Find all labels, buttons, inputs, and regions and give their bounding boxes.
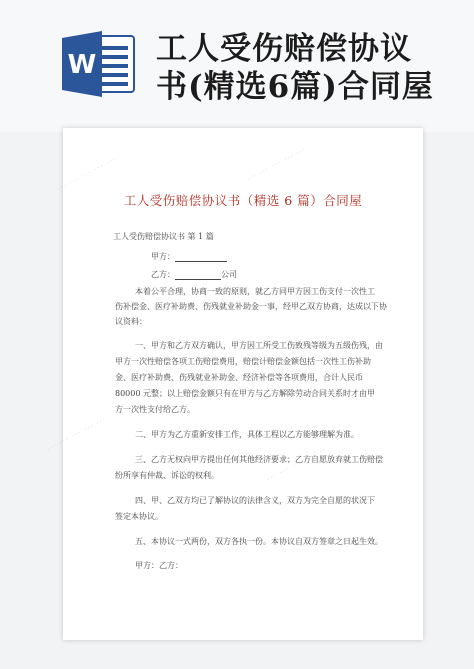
signature-line: 甲方：乙方： <box>135 561 183 570</box>
paragraph-line: 三、乙方无权向甲方提出任何其他经济要求；乙方自愿放弃就工伤赔偿 <box>135 455 383 464</box>
party-b-label: 乙方： <box>151 270 175 279</box>
paragraph-line: 方一次性支付给乙方。 <box>115 405 195 414</box>
title-line-1: 工人受伤赔偿协议 <box>156 31 412 67</box>
paragraph-line: 四、甲、乙双方均已了解协议的法律含义，双方为完全自愿的状况下 <box>135 496 375 505</box>
paragraph-line: 二、甲方为乙方重新安排工作，具体工程以乙方能够理解为准。 <box>135 430 359 439</box>
paragraph-line: 金、医疗补助费、伤残就业补助金、经济补偿等各项费用，合计人民币 <box>115 373 363 382</box>
word-icon <box>62 28 136 100</box>
party-b-suffix: 公司 <box>221 270 237 279</box>
watermark: ··· ··· ··· ··· ··· <box>53 153 119 196</box>
watermark: ··· ··· ··· ··· ··· <box>263 443 329 486</box>
title-line-2: 书(精选6篇)合同屋 <box>156 69 434 105</box>
paragraph-line: 五、本协议一式两份，双方各执一份。本协议自双方签章之日起生效。 <box>135 537 383 546</box>
section-heading: 工人受伤赔偿协议书 第 1 篇 <box>113 232 214 241</box>
party-a-label: 甲方： <box>151 252 175 261</box>
paragraph-line: 签定本协议。 <box>115 512 163 521</box>
party-a-blank <box>175 252 227 262</box>
paragraph-line: 甲方一次性赔偿各项工伤赔偿费用，赔偿计赔偿金额包括一次性工伤补助 <box>115 357 371 366</box>
paragraph-line: 伤补偿金、医疗补助费、伤残就业补助金一事，经甲乙双方协商，达成以下协 <box>115 302 387 311</box>
watermark: ··· ··· ··· ··· ··· <box>243 143 309 186</box>
party-b-blank <box>175 270 221 280</box>
svg-text:W: W <box>67 50 97 80</box>
party-b-line <box>151 269 237 280</box>
page-title <box>156 30 468 106</box>
paragraph-line: 议资料： <box>115 317 147 326</box>
party-a-line <box>151 251 227 262</box>
document-title: 工人受伤赔偿协议书（精选 6 篇）合同屋 <box>123 193 363 208</box>
paragraph-line: 纷所享有仲裁、诉讼的权利。 <box>115 471 219 480</box>
document-page <box>43 128 423 640</box>
paragraph-line: 80000 元整；以上赔偿金额只有在甲方与乙方解除劳动合同关系时才由甲 <box>115 389 375 398</box>
paragraph-line: 本着公平合理，协商一致的原则，就乙方同甲方因工伤支付一次性工 <box>135 287 375 296</box>
paragraph-line: 一、甲方和乙方双方确认，甲方因工所受工伤致残等级为五级伤残，由 <box>135 341 383 350</box>
header-banner <box>0 0 474 132</box>
watermark: ··· ··· ··· ··· ··· <box>43 413 109 456</box>
